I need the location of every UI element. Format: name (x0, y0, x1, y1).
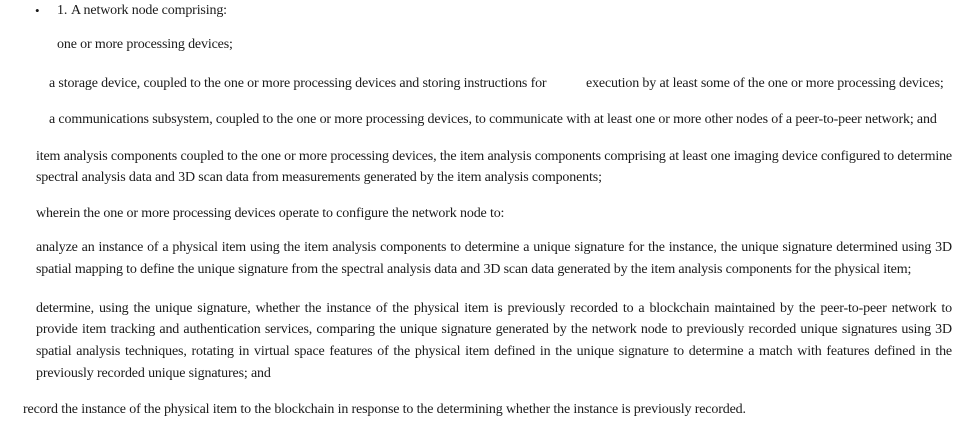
claim-element-determine-line4: previously recorded unique signatures; and (36, 366, 271, 381)
claim-element-item-analysis-line2: spectral analysis data and 3D scan data from measurements generated by the item analysis components; (36, 170, 602, 185)
claim-element-wherein-clause: wherein the one or more processing devices operate to configure the network node to: (36, 206, 505, 221)
claim-number: 1. (57, 3, 68, 18)
claim-element-storage-device-part2: execution by at least some of the one or more processing devices; (586, 76, 944, 91)
claim-element-record: record the instance of the physical item to the blockchain in response to the determining whether the instance is previously recorded. (23, 402, 746, 417)
claim-element-storage-device-part1: a storage device, coupled to the one or more processing devices and storing instructions for (49, 76, 547, 91)
claim-element-analyze-line1: analyze an instance of a physical item using the item analysis components to determine a unique signature for the instance, the unique signature determined using 3D (36, 240, 952, 255)
claim-element-determine-line2: provide item tracking and authentication services, comparing the unique signature generated by the network node to previously recorded unique signatures using 3D (36, 322, 952, 337)
claim-element-determine-line1: determine, using the unique signature, whether the instance of the physical item is previously recorded to a blockchain maintained by the peer-to-peer network to (36, 301, 952, 316)
claim-element-analyze-line2: spatial mapping to define the unique signature from the spectral analysis data and 3D scan data generated by the item analysis components for the physical item; (36, 262, 912, 277)
claim-element-processing-devices: one or more processing devices; (57, 37, 233, 52)
claim-element-determine-line3: spatial analysis techniques, rotating in virtual space features of the physical item defined in the unique signature to determine a match with features defined in the (36, 344, 952, 359)
claim-title: A network node comprising: (71, 3, 227, 18)
list-bullet: • (35, 3, 40, 18)
claim-element-communications-subsystem: a communications subsystem, coupled to the one or more processing devices, to communicate with at least one or more other nodes of a peer-to-peer network; and (49, 112, 937, 127)
claim-element-item-analysis-line1: item analysis components coupled to the one or more processing devices, the item analysis components comprising at least one imaging device configured to determine (36, 149, 952, 164)
